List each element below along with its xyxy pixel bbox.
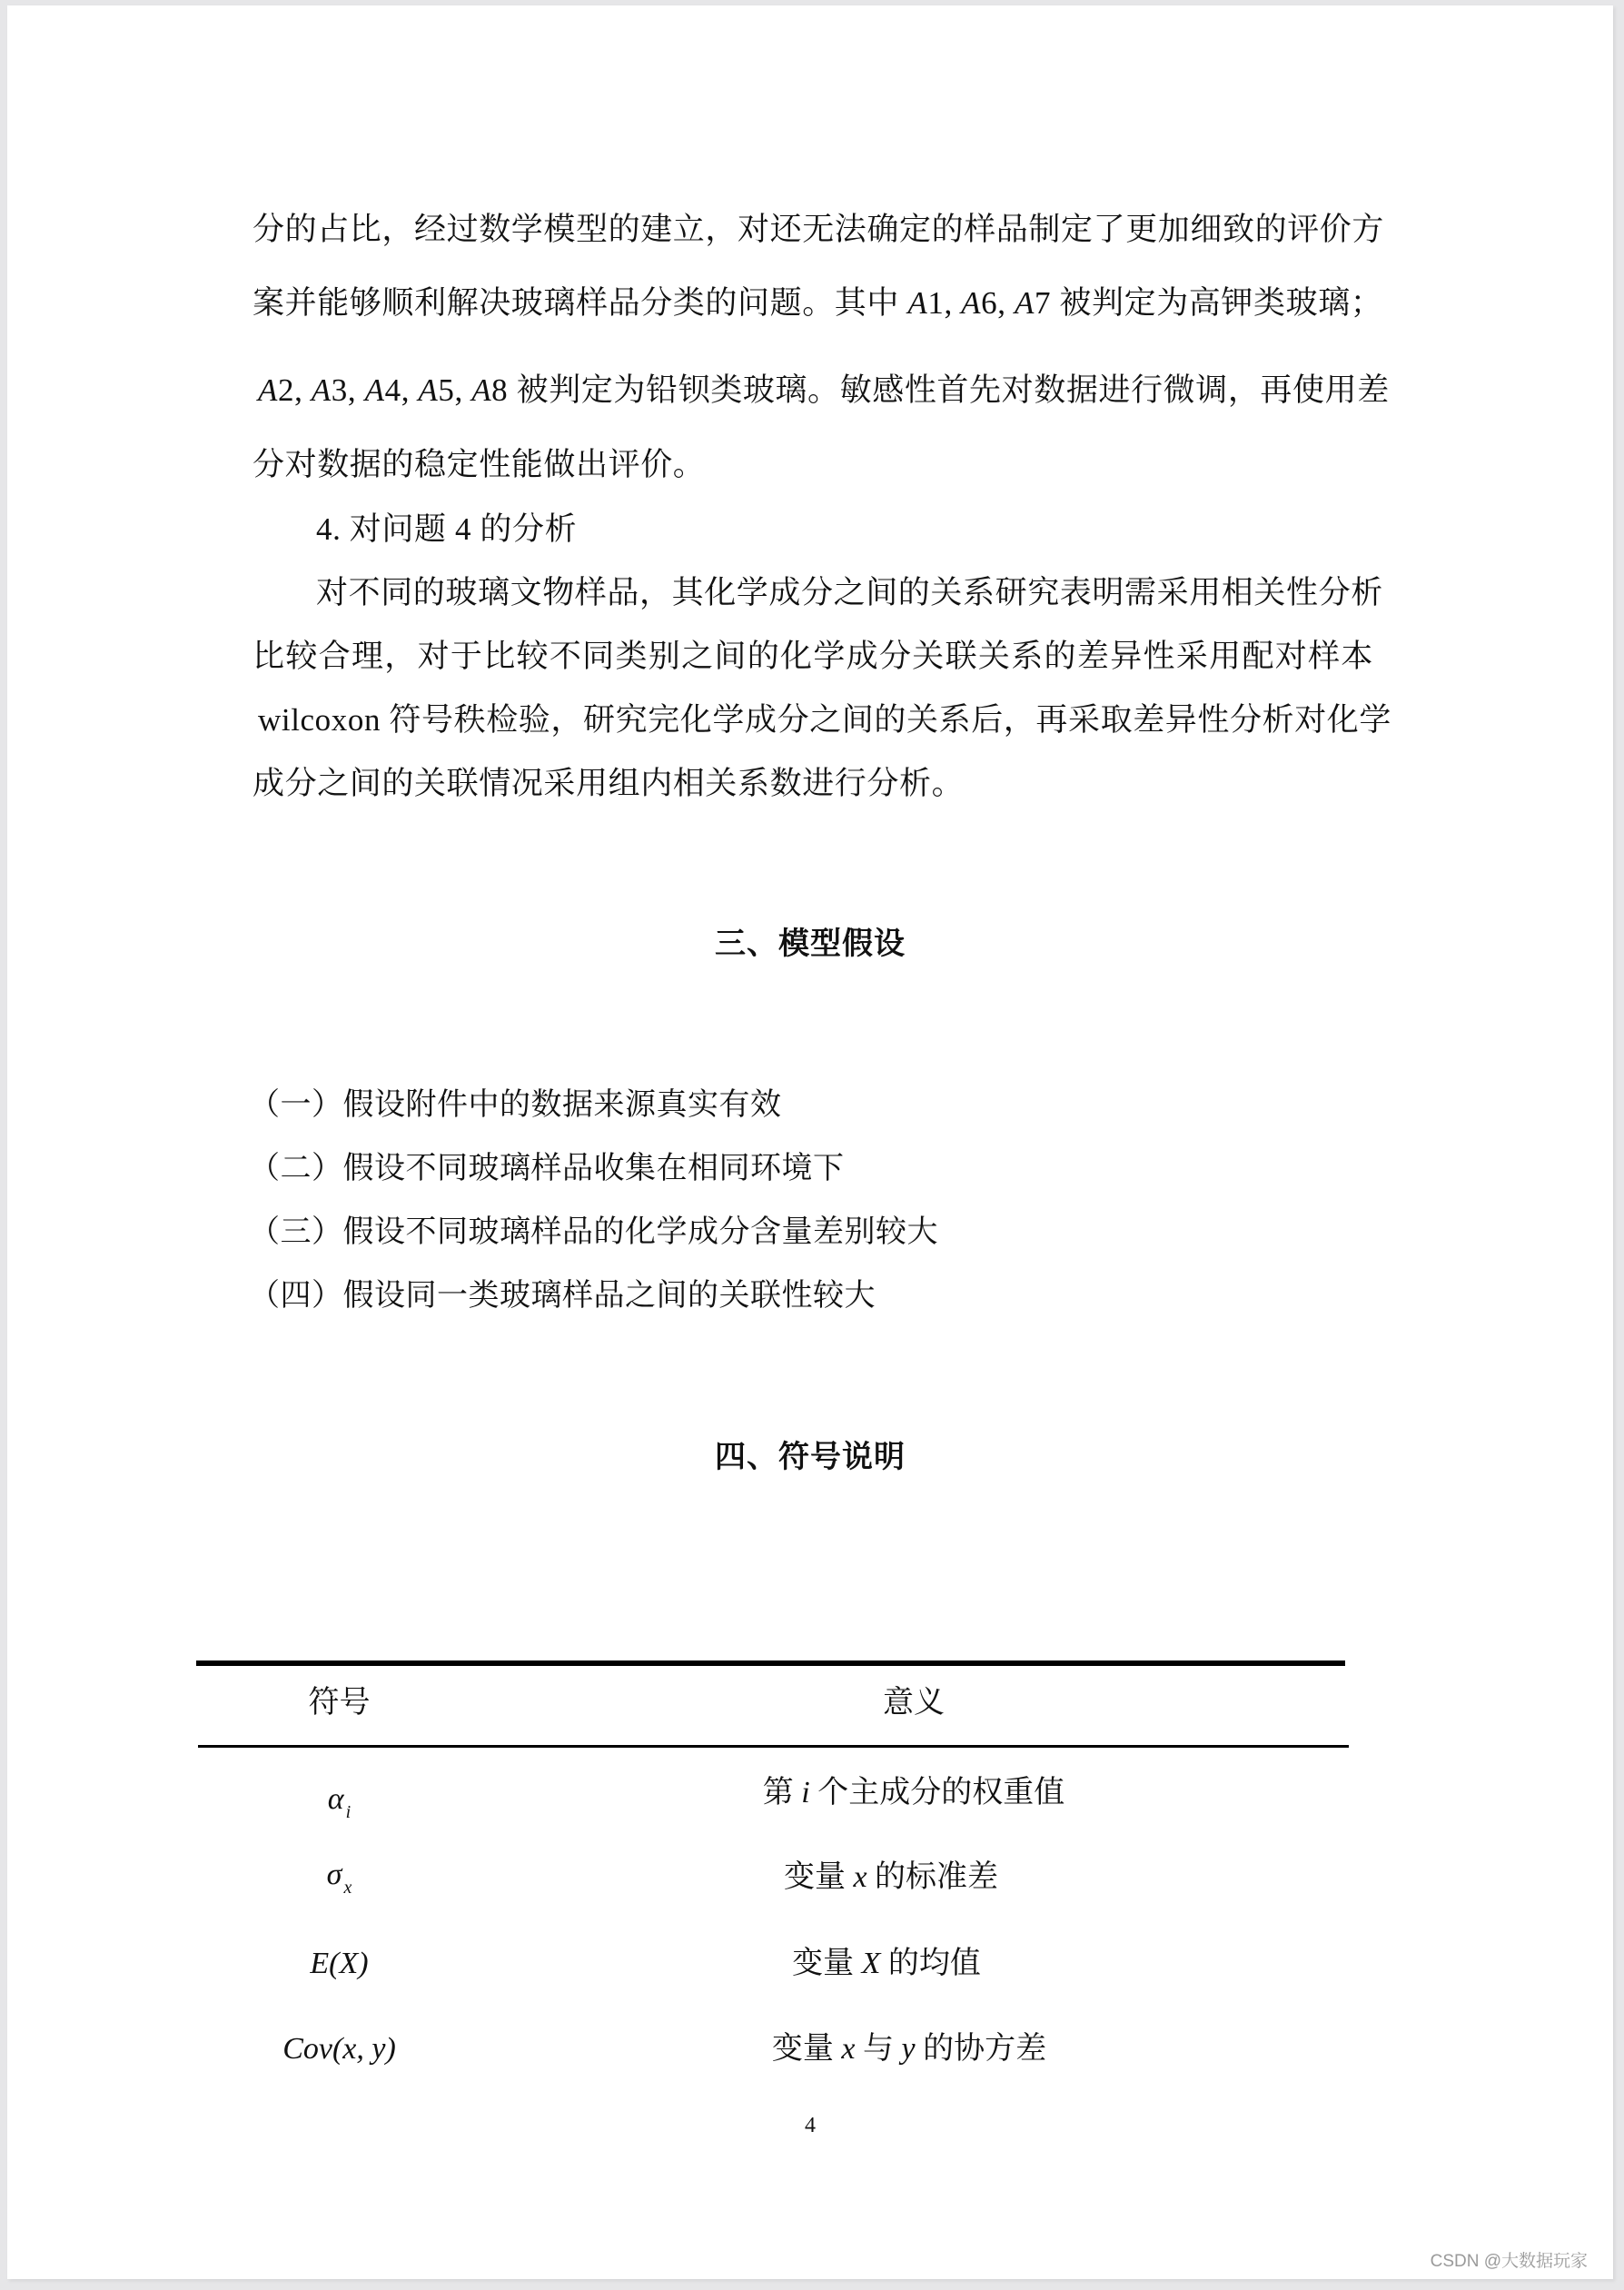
- meaning-text: 第: [762, 1776, 802, 1809]
- sample-letter: A: [471, 372, 492, 408]
- symbol-sigma-x: [196, 1857, 482, 1897]
- table-top-rule: [196, 1660, 1345, 1666]
- assumption-1: （一）假设附件中的数据来源真实有效: [249, 1088, 782, 1122]
- meaning-text: 与: [855, 2032, 902, 2066]
- lead-barium-samples: [258, 372, 508, 408]
- line-2-suffix: 被判定为高钾类玻璃；: [1051, 285, 1383, 321]
- sample-sep: ,: [454, 372, 472, 408]
- sample-digit: 1: [927, 285, 945, 321]
- sample-sep: ,: [294, 372, 312, 408]
- assumption-4: （四）假设同一类玻璃样品之间的关联性较大: [249, 1279, 876, 1313]
- sample-letter: A: [961, 285, 982, 321]
- sample-letter: A: [258, 372, 278, 408]
- meaning-variable: x: [841, 2032, 856, 2066]
- sample-sep: ,: [997, 285, 1015, 321]
- sample-sep: ,: [347, 372, 365, 408]
- meaning-text: 的标准差: [866, 1860, 999, 1894]
- sample-sep: ,: [401, 372, 419, 408]
- symbol-subscript: i: [345, 1802, 352, 1822]
- section-3-heading: 三、模型假设: [715, 927, 906, 961]
- assumption-2: （二）假设不同玻璃样品收集在相同环境下: [249, 1152, 845, 1185]
- paragraph-1-line-4: 分对数据的稳定性能做出评价。: [253, 447, 706, 482]
- meaning-variable: y: [901, 2032, 916, 2066]
- symbol-main: Cov(x, y): [282, 2032, 396, 2066]
- meaning-variable: X: [861, 1947, 881, 1980]
- paragraph-1-line-2: [253, 285, 1383, 322]
- meaning-alpha-i: [482, 1775, 1345, 1811]
- meaning-text: 变量: [771, 2032, 842, 2066]
- paragraph-2-line-1: 对不同的玻璃文物样品，其化学成分之间的关系研究表明需采用相关性分析: [316, 575, 1383, 610]
- sample-digit: 4: [384, 372, 401, 408]
- sample-sep: ,: [944, 285, 962, 321]
- line-3-suffix: 被判定为铅钡类玻璃。敏感性首先对数据进行微调，再使用差: [508, 372, 1390, 408]
- symbol-main: σ: [326, 1858, 342, 1891]
- meaning-text: 变量: [783, 1860, 854, 1894]
- symbol-covariance: [196, 2031, 482, 2067]
- symbol-main: α: [327, 1782, 344, 1816]
- meaning-sigma-x: [482, 1859, 1300, 1896]
- sample-digit: 7: [1034, 285, 1052, 321]
- meaning-variable: x: [853, 1860, 867, 1894]
- document-page: [7, 5, 1613, 2279]
- symbol-main: E(X): [310, 1947, 369, 1980]
- line-2-prefix: 案并能够顺利解决玻璃样品分类的问题。其中: [253, 285, 908, 321]
- sample-digit: 8: [491, 372, 509, 408]
- paragraph-2-line-2: 比较合理，对于比较不同类别之间的化学成分关联关系的差异性采用配对样本: [253, 639, 1373, 674]
- paragraph-2-line-4: 成分之间的关联情况采用组内相关系数进行分析。: [253, 766, 965, 801]
- assumption-3: （三）假设不同玻璃样品的化学成分含量差别较大: [249, 1215, 938, 1249]
- paragraph-2-line-3: wilcoxon 符号秩检验，研究完化学成分之间的关系后，再采取差异性分析对化学: [258, 702, 1392, 738]
- meaning-text: 变量: [792, 1947, 862, 1980]
- sample-letter: A: [364, 372, 385, 408]
- sample-letter: A: [1014, 285, 1035, 321]
- meaning-covariance: [482, 2031, 1336, 2067]
- paragraph-1-line-1: 分的占比，经过数学模型的建立，对还无法确定的样品制定了更加细致的评价方: [253, 212, 1385, 247]
- section-4-heading: 四、符号说明: [715, 1440, 906, 1474]
- meaning-text: 的均值: [880, 1947, 981, 1980]
- symbol-expectation: [196, 1946, 482, 1982]
- page-number: 4: [805, 2114, 816, 2137]
- paragraph-1-line-3: [258, 372, 1390, 409]
- meaning-text: 个主成分的权重值: [809, 1776, 1065, 1809]
- sample-letter: A: [311, 372, 332, 408]
- meaning-expectation: [482, 1946, 1291, 1982]
- sample-digit: 5: [438, 372, 455, 408]
- table-header-rule: [198, 1745, 1349, 1748]
- meaning-text: 的协方差: [915, 2032, 1047, 2066]
- table-header-symbol: 符号: [308, 1686, 371, 1720]
- sample-letter: A: [418, 372, 439, 408]
- sample-digit: 6: [981, 285, 998, 321]
- sample-digit: 3: [331, 372, 348, 408]
- high-potassium-samples: [907, 285, 1051, 321]
- symbol-subscript: x: [343, 1878, 352, 1898]
- table-header-meaning: 意义: [883, 1686, 945, 1720]
- symbol-alpha-i: [196, 1781, 482, 1821]
- subsection-title: 4. 对问题 4 的分析: [316, 511, 578, 547]
- meaning-variable: i: [801, 1776, 810, 1809]
- csdn-watermark: CSDN @大数据玩家: [1430, 2252, 1588, 2271]
- sample-digit: 2: [277, 372, 295, 408]
- sample-letter: A: [907, 285, 928, 321]
